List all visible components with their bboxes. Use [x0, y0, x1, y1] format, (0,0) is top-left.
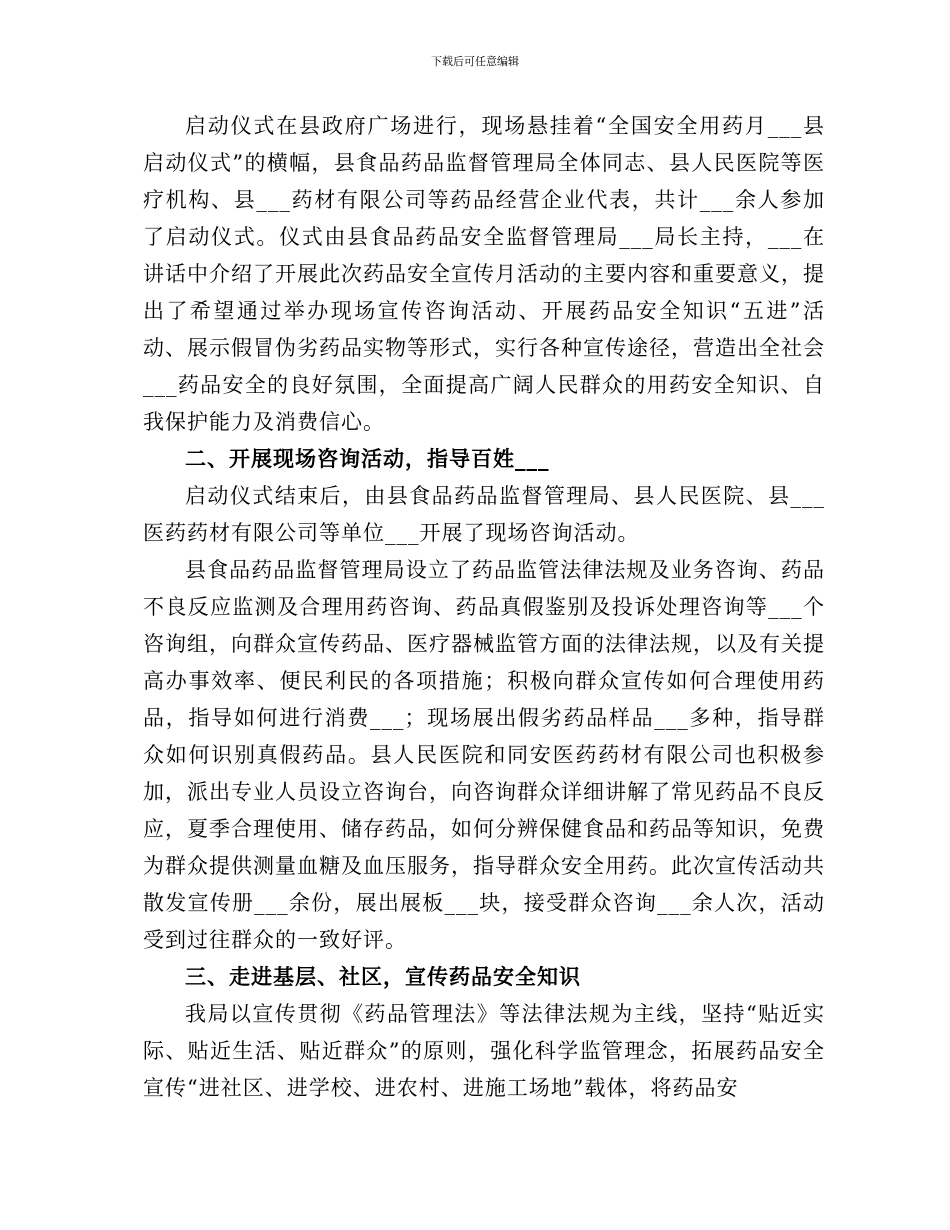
- paragraph-launch-ceremony: 启动仪式在县政府广场进行，现场悬挂着“全国安全用药月___县启动仪式”的横幅，县食品药品监督管理局全体同志、县人民医院等医疗机构、县___药材有限公司等药品经营企业代表，共计___余人参加了启动仪式。仪式由县食品药品安全监督管理局___局长主持，___在讲话中介绍了开展此次药品安全宣传月活动的主要内容和重要意义，提出了希望通过举办现场宣传咨询活动、开展药品安全知识“五进”活动、展示假冒伪劣药品实物等形式，实行各种宣传途径，营造出全社会___药品安全的良好氛围，全面提高广阔人民群众的用药安全知识、自我保护能力及消费信心。: [143, 114, 825, 434]
- paragraph-consultation-start: 启动仪式结束后，由县食品药品监督管理局、县人民医院、县___医药药材有限公司等单位___开展了现场咨询活动。: [143, 484, 825, 545]
- section-heading-community: 三、走进基层、社区，宣传药品安全知识: [185, 965, 581, 989]
- page-header-note: 下载后可任意编辑: [431, 55, 519, 68]
- paragraph-community-outreach: 我局以宣传贯彻《药品管理法》等法律法规为主线，坚持“贴近实际、贴近生活、贴近群众”的原则，强化科学监管理念，拓展药品安全宣传“进社区、进学校、进农村、进施工场地”载体，将药品安: [143, 1002, 825, 1100]
- section-heading-consultation: 二、开展现场咨询活动，指导百姓___: [185, 447, 550, 471]
- paragraph-consultation-details: 县食品药品监督管理局设立了药品监管法律法规及业务咨询、药品不良反应监测及合理用药咨询、药品真假鉴别及投诉处理咨询等___个咨询组，向群众宣传药品、医疗器械监管方面的法律法规，以及有关提高办事效率、便民利民的各项措施；积极向群众宣传如何合理使用药品，指导如何进行消费___；现场展出假劣药品样品___多种，指导群众如何识别真假药品。县人民医院和同安医药药材有限公司也积极参加，派出专业人员设立咨询台，向咨询群众详细讲解了常见药品不良反应，夏季合理使用、储存药品，如何分辨保健食品和药品等知识，免费为群众提供测量血糖及血压服务，指导群众安全用药。此次宣传活动共散发宣传册___余份，展出展板___块，接受群众咨询___余人次，活动受到过往群众的一致好评。: [143, 558, 825, 952]
- document-body: [143, 108, 825, 1107]
